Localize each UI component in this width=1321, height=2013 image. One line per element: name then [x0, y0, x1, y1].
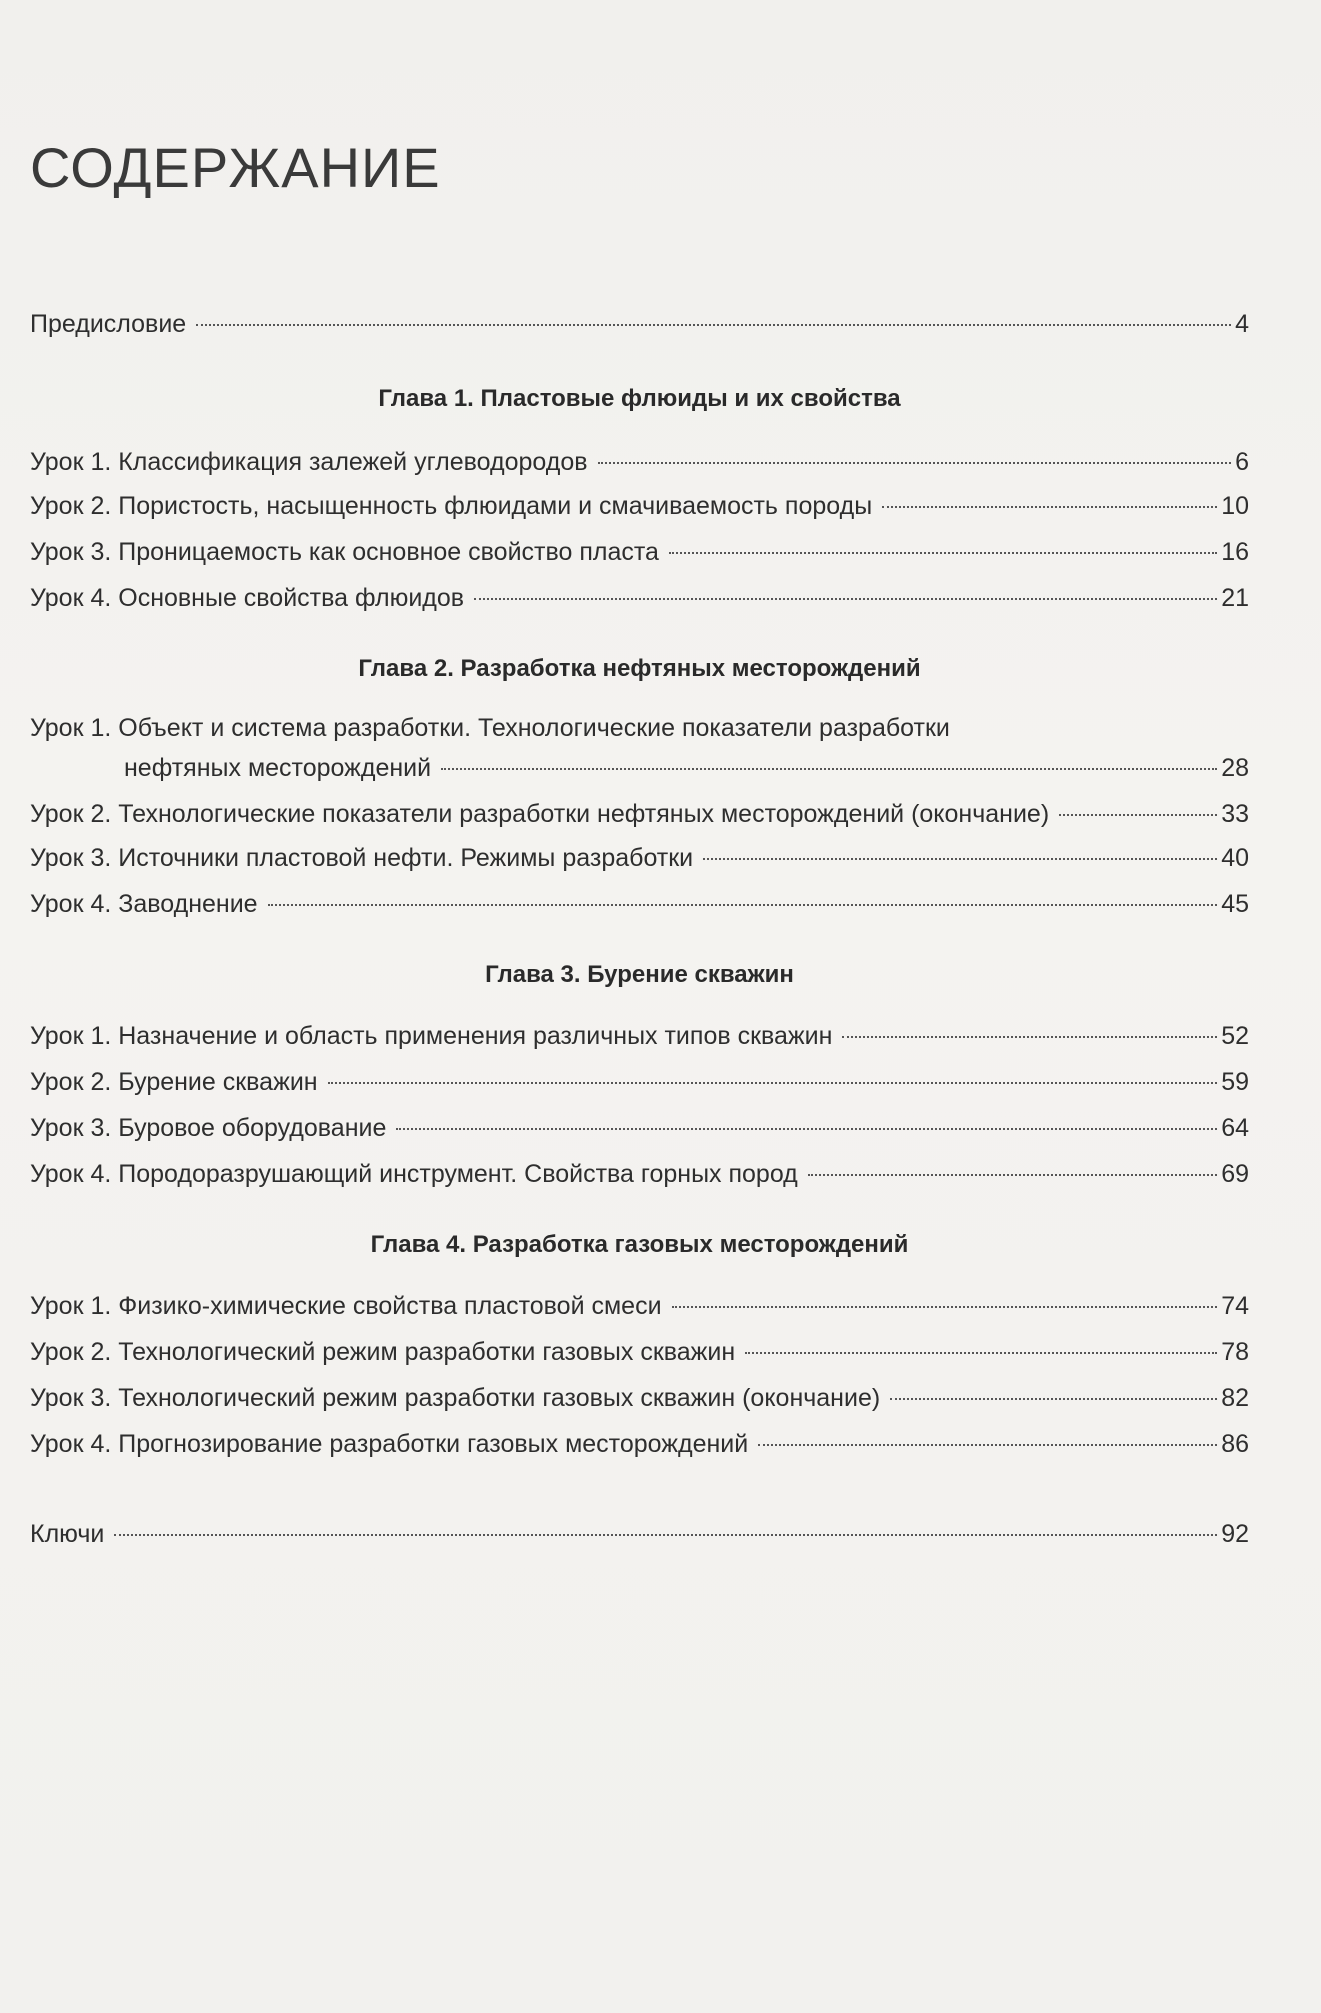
dot-leader	[669, 552, 1217, 554]
toc-entry-label: Урок 3. Источники пластовой нефти. Режимы разработки	[30, 844, 694, 872]
toc-entry[interactable]	[30, 842, 1249, 874]
toc-entry-label: Урок 3. Технологический режим разработки газовых скважин (окончание)	[30, 1384, 881, 1412]
toc-page-number: 16	[1221, 538, 1249, 566]
toc-entry[interactable]	[30, 1336, 1249, 1368]
toc-entry-label: Урок 4. Породоразрушающий инструмент. Свойства горных пород	[30, 1160, 798, 1188]
toc-entry-label: Урок 1. Назначение и область применения различных типов скважин	[30, 1022, 833, 1050]
dot-leader	[474, 598, 1217, 600]
page-title: СОДЕРЖАНИЕ	[30, 136, 441, 199]
toc-page-number: 92	[1221, 1520, 1249, 1548]
toc-entry-label: Урок 2. Пористость, насыщенность флюидами и смачиваемость породы	[30, 492, 873, 520]
chapter-heading: Глава 1. Пластовые флюиды и их свойства	[378, 385, 901, 412]
toc-entry[interactable]	[30, 582, 1249, 614]
toc-entry[interactable]	[30, 798, 1249, 830]
toc-page-number: 69	[1221, 1160, 1249, 1188]
toc-entry-keys[interactable]	[30, 1518, 1249, 1550]
dot-leader	[808, 1174, 1217, 1176]
toc-entry[interactable]	[30, 1112, 1249, 1144]
dot-leader	[842, 1036, 1217, 1038]
toc-entry[interactable]	[30, 1382, 1249, 1414]
toc-entry[interactable]	[30, 446, 1249, 478]
toc-entry-label: Урок 3. Проницаемость как основное свойство пласта	[30, 538, 659, 566]
toc-page-number: 45	[1221, 890, 1249, 918]
toc-entry-label: Урок 2. Технологический режим разработки газовых скважин	[30, 1338, 736, 1366]
dot-leader	[441, 768, 1217, 770]
toc-entry-label: Урок 1. Физико-химические свойства пластовой смеси	[30, 1292, 662, 1320]
toc-entry-label: Урок 3. Буровое оборудование	[30, 1114, 387, 1142]
toc-entry-label: Урок 4. Заводнение	[30, 890, 258, 918]
toc-entry-preface[interactable]	[30, 308, 1249, 340]
dot-leader	[268, 904, 1218, 906]
toc-page-number: 78	[1221, 1338, 1249, 1366]
toc-page-number: 6	[1235, 448, 1249, 476]
dot-leader	[328, 1082, 1218, 1084]
toc-entry[interactable]	[30, 1290, 1249, 1322]
toc-entry-label: Урок 4. Основные свойства флюидов	[30, 584, 465, 612]
toc-page-number: 52	[1221, 1022, 1249, 1050]
toc-page-number: 59	[1221, 1068, 1249, 1096]
toc-entry[interactable]	[30, 536, 1249, 568]
toc-entry-line2[interactable]	[30, 752, 1249, 784]
toc-page-number: 74	[1221, 1292, 1249, 1320]
toc-entry-label: Урок 1. Объект и система разработки. Технологические показатели разработки	[30, 714, 950, 742]
dot-leader	[114, 1534, 1217, 1536]
dot-leader	[703, 858, 1217, 860]
toc-entry-label-continued: нефтяных месторождений	[124, 754, 432, 782]
toc-page-number: 28	[1221, 754, 1249, 782]
toc-entry-label: Урок 4. Прогнозирование разработки газовых месторождений	[30, 1430, 749, 1458]
toc-entry[interactable]	[30, 1020, 1249, 1052]
dot-leader	[890, 1398, 1217, 1400]
dot-leader	[882, 506, 1217, 508]
toc-entry-label: Урок 2. Технологические показатели разработки нефтяных месторождений (окончание)	[30, 800, 1050, 828]
toc-entry[interactable]	[30, 888, 1249, 920]
toc-page-number: 64	[1221, 1114, 1249, 1142]
toc-entry-label: Предисловие	[30, 310, 187, 338]
toc-page-number: 10	[1221, 492, 1249, 520]
chapter-heading: Глава 3. Бурение скважин	[485, 961, 794, 988]
toc-page-number: 40	[1221, 844, 1249, 872]
chapter-heading: Глава 4. Разработка газовых месторождений	[370, 1231, 909, 1258]
dot-leader	[1059, 814, 1217, 816]
toc-entry-label: Ключи	[30, 1520, 105, 1548]
toc-page-number: 82	[1221, 1384, 1249, 1412]
toc-entry[interactable]	[30, 490, 1249, 522]
toc-entry-label: Урок 1. Классификация залежей углеводородов	[30, 448, 588, 476]
toc-page-number: 86	[1221, 1430, 1249, 1458]
dot-leader	[396, 1128, 1217, 1130]
toc-page-number: 33	[1221, 800, 1249, 828]
toc-entry-label: Урок 2. Бурение скважин	[30, 1068, 318, 1096]
dot-leader	[758, 1444, 1217, 1446]
dot-leader	[745, 1352, 1217, 1354]
toc-entry[interactable]	[30, 1066, 1249, 1098]
chapter-heading: Глава 2. Разработка нефтяных месторождений	[358, 655, 921, 682]
toc-entry-line1[interactable]	[30, 712, 1249, 744]
toc-page-number: 4	[1235, 310, 1249, 338]
toc-entry[interactable]	[30, 1428, 1249, 1460]
dot-leader	[196, 324, 1231, 326]
dot-leader	[598, 462, 1232, 464]
dot-leader	[672, 1306, 1218, 1308]
toc-entry[interactable]	[30, 1158, 1249, 1190]
toc-page-number: 21	[1221, 584, 1249, 612]
